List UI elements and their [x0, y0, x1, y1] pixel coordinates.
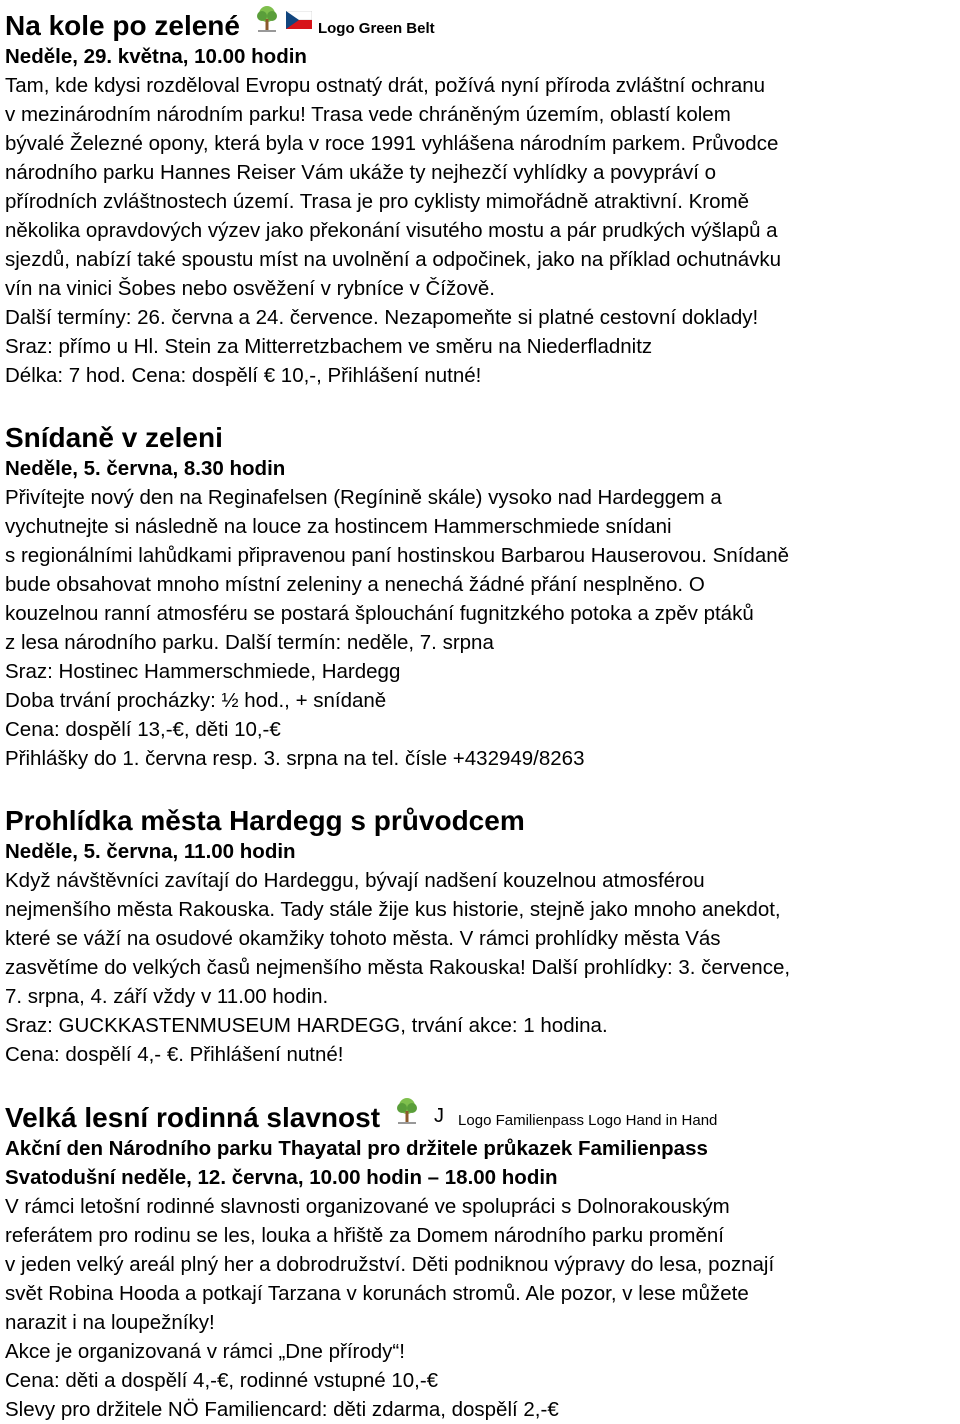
section-date: Neděle, 29. května, 10.00 hodin — [5, 45, 307, 68]
paragraph-line: nejmenšího města Rakouska. Tady stále žije kus historie, stejně jako mnoho anekdot, — [5, 898, 781, 921]
section-date: Neděle, 5. června, 11.00 hodin — [5, 840, 296, 863]
paragraph-line: z lesa národního parku. Další termín: neděle, 7. srpna — [5, 631, 494, 654]
paragraph-line: v jeden velký areál plný her a dobrodružství. Děti podniknou výpravy do lesa, poznají — [5, 1253, 775, 1276]
paragraph-line: Doba trvání procházky: ½ hod., + snídaně — [5, 689, 387, 712]
document-page — [5, 0, 957, 1424]
tree-logo-icon — [254, 5, 280, 42]
paragraph-line: vín na vinici Šobes nebo osvěžení v rybníce v Čížově. — [5, 277, 495, 300]
paragraph-line: Přihlášky do 1. června resp. 3. srpna na tel. čísle +432949/8263 — [5, 747, 585, 770]
paragraph-line: Cena: dospělí 4,- €. Přihlášení nutné! — [5, 1043, 344, 1066]
paragraph-line: s regionálními lahůdkami připravenou paní hostinskou Barbarou Hauserovou. Snídaně — [5, 544, 790, 567]
czech-flag-icon — [286, 10, 312, 42]
section-date: Neděle, 5. června, 8.30 hodin — [5, 457, 286, 480]
section-title-breakfast — [5, 420, 957, 454]
section-title-forest-festival — [5, 1098, 957, 1134]
paragraph-line: bývalé Železné opony, která byla v roce 1991 vyhlášena národním parkem. Průvodce — [5, 132, 779, 155]
familienpass-glyph: J — [434, 1105, 445, 1127]
paragraph-line: Délka: 7 hod. Cena: dospělí € 10,-, Přihlášení nutné! — [5, 364, 482, 387]
section-body — [5, 71, 957, 390]
paragraph-line: Sraz: Hostinec Hammerschmiede, Hardegg — [5, 660, 401, 683]
paragraph-line: Akce je organizovaná v rámci „Dne přírody“! — [5, 1340, 405, 1363]
paragraph-line: přírodních zvláštnostech území. Trasa je pro cyklisty mimořádně atraktivní. Kromě — [5, 190, 749, 213]
paragraph-line: národního parku Hannes Reiser Vám ukáže ty nejhezčí vyhlídky a povypráví o — [5, 161, 717, 184]
paragraph-line: Sraz: přímo u Hl. Stein za Mitterretzbachem ve směru na Niederfladnitz — [5, 335, 653, 358]
section-title-text: Prohlídka města Hardegg s průvodcem — [5, 805, 525, 836]
section-body — [5, 483, 957, 773]
logo-caption: Logo Green Belt — [317, 20, 435, 37]
paragraph-line: 7. srpna, 4. září vždy v 11.00 hodin. — [5, 985, 329, 1008]
paragraph-line: sjezdů, nabízí také spoustu míst na uvolnění a odpočinek, jako na příklad ochutnávku — [5, 248, 782, 271]
paragraph-line: vychutnejte si následně na louce za hostincem Hammerschmiede snídani — [5, 515, 672, 538]
paragraph-line: několika opravdových výzev jako překonání visutého mostu a pár prudkých výšlapů a — [5, 219, 778, 242]
paragraph-line: svět Robina Hooda a potkají Tarzana v korunách stromů. Ale pozor, v lese můžete — [5, 1282, 749, 1305]
paragraph-line: Další termíny: 26. června a 24. července. Nezapomeňte si platné cestovní doklady! — [5, 306, 759, 329]
section-body — [5, 866, 957, 1069]
paragraph-line: které se váží na osudové okamžiky tohoto města. V rámci prohlídky města Vás — [5, 927, 721, 950]
paragraph-line: v mezinárodním národním parku! Trasa vede chráněným územím, oblastí kolem — [5, 103, 731, 126]
paragraph-line: Cena: děti a dospělí 4,-€, rodinné vstupné 10,-€ — [5, 1369, 439, 1392]
paragraph-line: bude obsahovat mnoho místní zeleniny a nenechá žádné přání nesplněno. O — [5, 573, 705, 596]
section-title-text: Velká lesní rodinná slavnost — [5, 1102, 381, 1133]
logo-caption: Logo Familienpass Logo Hand in Hand — [458, 1112, 718, 1129]
section-title-text: Na kole po zelené — [5, 10, 240, 41]
paragraph-line: Když návštěvníci zavítají do Hardeggu, bývají nadšení kouzelnou atmosférou — [5, 869, 705, 892]
paragraph-line: Sraz: GUCKKASTENMUSEUM HARDEGG, trvání akce: 1 hodina. — [5, 1014, 608, 1037]
paragraph-line: kouzelnou ranní atmosféru se postará šplouchání fugnitzkého potoka a zpěv ptáků — [5, 602, 754, 625]
paragraph-line: Přivítejte nový den na Reginafelsen (Regínině skále) vysoko nad Hardeggem a — [5, 486, 722, 509]
paragraph-line: Slevy pro držitele NÖ Familiencard: děti zdarma, dospělí 2,-€ — [5, 1398, 559, 1421]
section-title-green-belt — [5, 0, 957, 42]
paragraph-line: Cena: dospělí 13,-€, děti 10,-€ — [5, 718, 281, 741]
paragraph-line: zasvětíme do velkých časů nejmenšího města Rakouska! Další prohlídky: 3. července, — [5, 956, 791, 979]
tree-logo-icon — [394, 1097, 420, 1134]
section-subtitle: Akční den Národního parku Thayatal pro držitele průkazek Familienpass — [5, 1137, 708, 1160]
paragraph-line: narazit i na loupežníky! — [5, 1311, 215, 1334]
section-date: Svatodušní neděle, 12. června, 10.00 hodin – 18.00 hodin — [5, 1166, 558, 1189]
section-body — [5, 1192, 957, 1424]
section-title-hardegg-tour — [5, 803, 957, 837]
paragraph-line: V rámci letošní rodinné slavnosti organizované ve spolupráci s Dolnorakouským — [5, 1195, 730, 1218]
paragraph-line: Tam, kde kdysi rozděloval Evropu ostnatý drát, požívá nyní příroda zvláštní ochranu — [5, 74, 766, 97]
section-title-text: Snídaně v zeleni — [5, 422, 223, 453]
paragraph-line: referátem pro rodinu se les, louka a hřiště za Domem národního parku promění — [5, 1224, 725, 1247]
